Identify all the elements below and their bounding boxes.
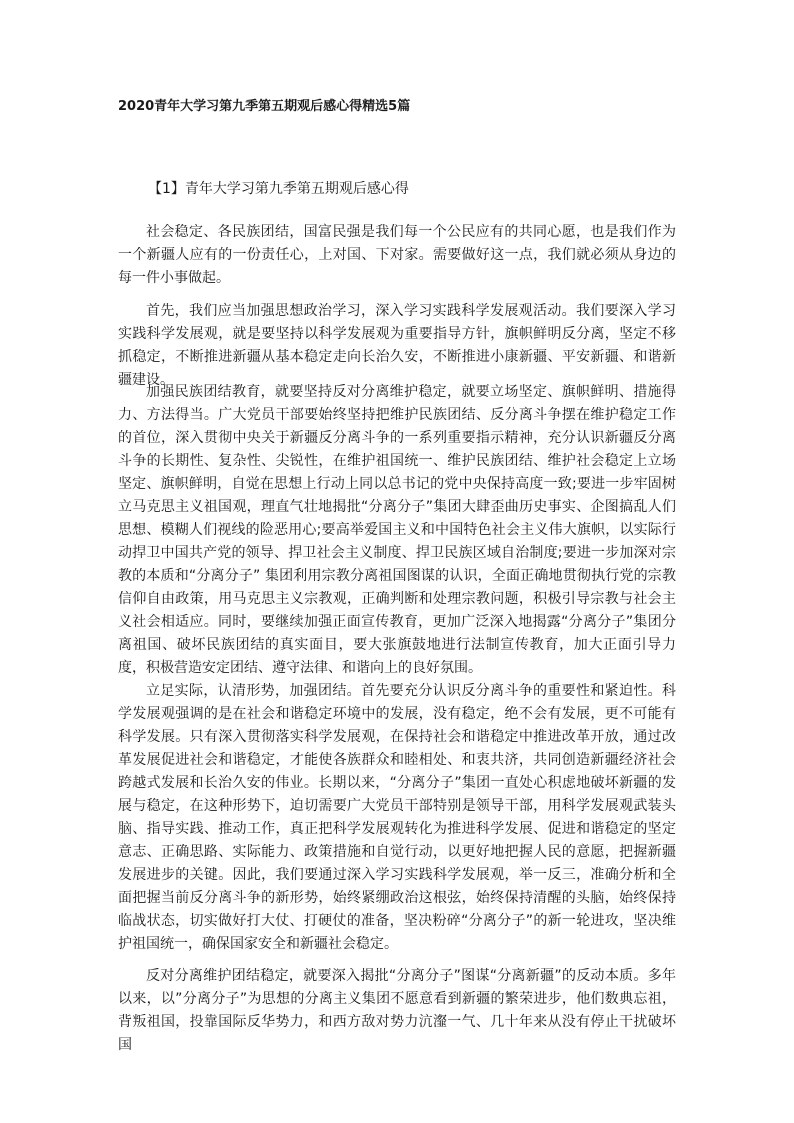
paragraph-1: 社会稳定、各民族团结，国富民强是我们每一个公民应有的共同心愿，也是我们作为一个新疆人应有的一份责任心，上对国、下对家。需要做好这一点，我们就必须从身边的每一件小事做起。 [118,224,676,286]
document-title: 2020青年大学习第九季第五期观后感心得精选5篇 [118,99,411,114]
paragraph-2: 首先，我们应当加强思想政治学习，深入学习实践科学发展观活动。我们要深入学习实践科学发展观，就是要坚持以科学发展观为重要指导方针，旗帜鲜明反分离，坚定不移抓稳定，不断推进新疆从基本稳定走向长治久安，不断推进小康新疆、平安新疆、和谐新疆建设。 [118,303,676,388]
paragraph-3: 加强民族团结教育，就要坚持反对分离维护稳定，就要立场坚定、旗帜鲜明、措施得力、方法得当。广大党员干部要始终坚持把维护民族团结、反分离斗争摆在维护稳定工作的首位，深入贯彻中央关于新疆反分离斗争的一系列重要指示精神，充分认识新疆反分离斗争的长期性、复杂性、尖锐性，在维护祖国统一、维护民族团结、维护社会稳定上立场坚定、旗帜鲜明，自觉在思想上行动上同以总书记的党中央保持高度一致;要进一步牢固树立马克思主义祖国观，理直气壮地揭批“分离分子”集团大肆歪曲历史事实、企图搞乱人们思想、模糊人们视线的险恶用心;要高举爱国主义和中国特色社会主义伟大旗帜，以实际行动捍卫中国共产党的领导、捍卫社会主义制度、捍卫民族区域自治制度;要进一步加深对宗教的本质和“分离分子” 集团利用宗教分离祖国图谋的认识，全面正确地贯彻执行党的宗教信仰自由政策，用马克思主义宗教观，正确判断和处理宗教问题，积极引导宗教与社会主义社会相适应。同时，要继续加强正面宣传教育，更加广泛深入地揭露“分离分子”集团分离祖国、破坏民族团结的真实面目，要大张旗鼓地进行法制宣传教育，加大正面引导力度，积极营造安定团结、遵守法律、和谐向上的良好氛围。 [118,384,676,676]
section-heading: 【1】青年大学习第九季第五期观后感心得 [148,181,409,197]
paragraph-4: 立足实际，认清形势，加强团结。首先要充分认识反分离斗争的重要性和紧迫性。科学发展观强调的是在社会和谐稳定环境中的发展，没有稳定，绝不会有发展，更不可能有科学发展。只有深入贯彻落实科学发展观，在保持社会和谐稳定中推进改革开放，通过改革发展促进社会和谐稳定，才能使各族群众和睦相处、和衷共济，共同创造新疆经济社会跨越式发展和长治久安的伟业。长期以来，“分离分子”集团一直处心积虑地破坏新疆的发展与稳定，在这种形势下，迫切需要广大党员干部特别是领导干部，用科学发展观武装头脑、指导实践、推动工作，真正把科学发展观转化为推进科学发展、促进和谐稳定的坚定意志、正确思路、实际能力、政策措施和自觉行动，以更好地把握人民的意愿，把握新疆发展进步的关键。因此，我们要通过深入学习实践科学发展观，举一反三，准确分析和全面把握当前反分离斗争的新形势，始终紧绷政治这根弦，始终保持清醒的头脑，始终保持临战状态，切实做好打大仗、打硬仗的准备，坚决粉碎“分离分子”的新一轮进攻，坚决维护祖国统一，确保国家安全和新疆社会稳定。 [118,683,676,952]
paragraph-5: 反对分离维护团结稳定，就要深入揭批“分离分子”图谋“分离新疆”的反动本质。多年以来，以”分离分子”为思想的分离主义集团不愿意看到新疆的繁荣进步，他们数典忘祖，背叛祖国，投靠国际反华势力，和西方敌对势力沆瀣一气、几十年来从没有停止干扰破坏国 [118,968,676,1053]
